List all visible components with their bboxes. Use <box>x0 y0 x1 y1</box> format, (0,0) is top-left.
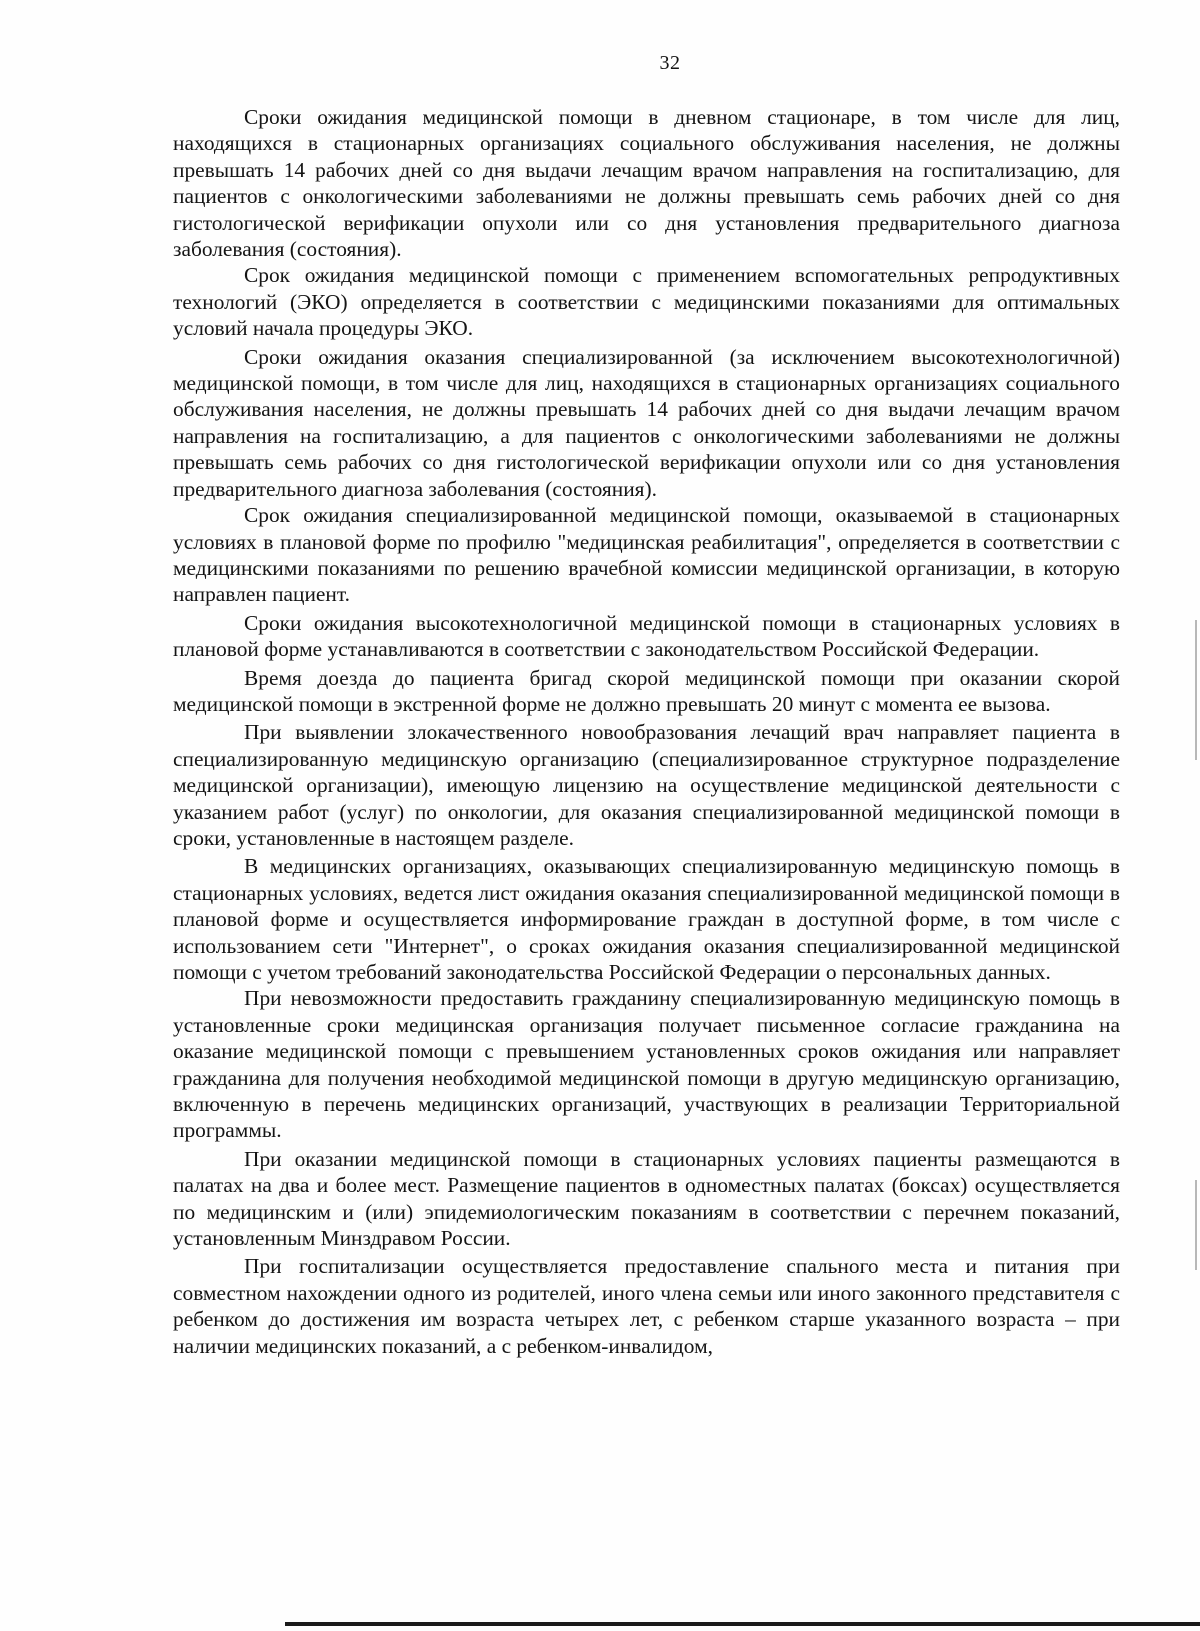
scan-edge-mark <box>1195 1180 1197 1270</box>
page-number: 32 <box>659 52 681 74</box>
paragraph-waiting-list: В медицинских организациях, оказывающих специализированную медицинскую помощь в стационарных условиях, ведется лист ожидания оказания специализированной медицинской помощи в плановой форме и осуществляется информирование граждан в доступной форме, в том числе с использованием сети "Интернет", о сроках ожидания оказания специализированной медицинской помощи с учетом требований законодательства Российской Федерации о персональных данных. <box>173 854 1120 984</box>
scan-edge-mark <box>1195 620 1197 760</box>
paragraph-ward-placement: При оказании медицинской помощи в стационарных условиях пациенты размещаются в палатах на два и более мест. Размещение пациентов в одноместных палатах (боксах) осуществляется по медицинским и (или) эпидемиологическим показаниям в соответствии с перечнем показаний, установленным Минздравом России. <box>173 1146 1120 1251</box>
document-body <box>173 104 1120 1359</box>
paragraph-high-tech-care-wait: Сроки ожидания высокотехнологичной медицинской помощи в стационарных условиях в плановой форме устанавливаются в соответствии с законодательством Российской Федерации. <box>173 610 1120 662</box>
paragraph-deadline-exceeded: При невозможности предоставить гражданину специализированную медицинскую помощь в установленные сроки медицинская организация получает письменное согласие гражданина на оказание медицинской помощи с превышением установленных сроков ожидания или направляет гражданина для получения необходимой медицинской помощи в другую медицинскую организацию, включенную в перечень медицинских организаций, участвующих в реализации Территориальной программы. <box>173 986 1120 1143</box>
paragraph-day-hospital-wait: Сроки ожидания медицинской помощи в дневном стационаре, в том числе для лиц, находящихся в стационарных организациях социального обслуживания населения, не должны превышать 14 рабочих дней со дня выдачи лечащим врачом направления на госпитализацию, для пациентов с онкологическими заболеваниями не должны превышать семь рабочих дней со дня гистологической верификации опухоли или со дня установления предварительного диагноза заболевания (состояния). <box>173 105 1120 262</box>
paragraph-eko-wait: Срок ожидания медицинской помощи с применением вспомогательных репродуктивных технологий (ЭКО) определяется в соответствии с медицинскими показаниями для оптимальных условий начала процедуры ЭКО. <box>173 263 1120 341</box>
scan-edge-line <box>285 1622 1200 1626</box>
paragraph-specialized-care-wait: Сроки ожидания оказания специализированной (за исключением высокотехнологичной) медицинской помощи, в том числе для лиц, находящихся в стационарных организациях социального обслуживания населения, не должны превышать 14 рабочих дней со дня выдачи лечащим врачом направления на госпитализацию, а для пациентов с онкологическими заболеваниями не должны превышать семь рабочих со дня гистологической верификации опухоли или со дня установления предварительного диагноза заболевания (состояния). <box>173 344 1120 501</box>
paragraph-oncology-referral: При выявлении злокачественного новообразования лечащий врач направляет пациента в специализированную медицинскую организацию (специализированное структурное подразделение медицинской организации), имеющую лицензию на осуществление медицинской деятельности с указанием работ (услуг) по онкологии, для оказания специализированной медицинской помощи в сроки, установленные в настоящем разделе. <box>173 720 1120 850</box>
paragraph-rehabilitation-wait: Срок ожидания специализированной медицинской помощи, оказываемой в стационарных условиях в плановой форме по профилю "медицинская реабилитация", определяется в соответствии с медицинскими показаниями по решению врачебной комиссии медицинской организации, в которую направлен пациент. <box>173 503 1120 607</box>
paragraph-ambulance-arrival: Время доезда до пациента бригад скорой медицинской помощи при оказании скорой медицинской помощи в экстренной форме не должно превышать 20 минут с момента ее вызова. <box>173 665 1120 716</box>
paragraph-parent-accommodation: При госпитализации осуществляется предоставление спального места и питания при совместном нахождении одного из родителей, иного члена семьи или иного законного представителя с ребенком до достижения им возраста четырех лет, с ребенком старше указанного возраста – при наличии медицинских показаний, а с ребенком-инвалидом, <box>173 1254 1120 1358</box>
